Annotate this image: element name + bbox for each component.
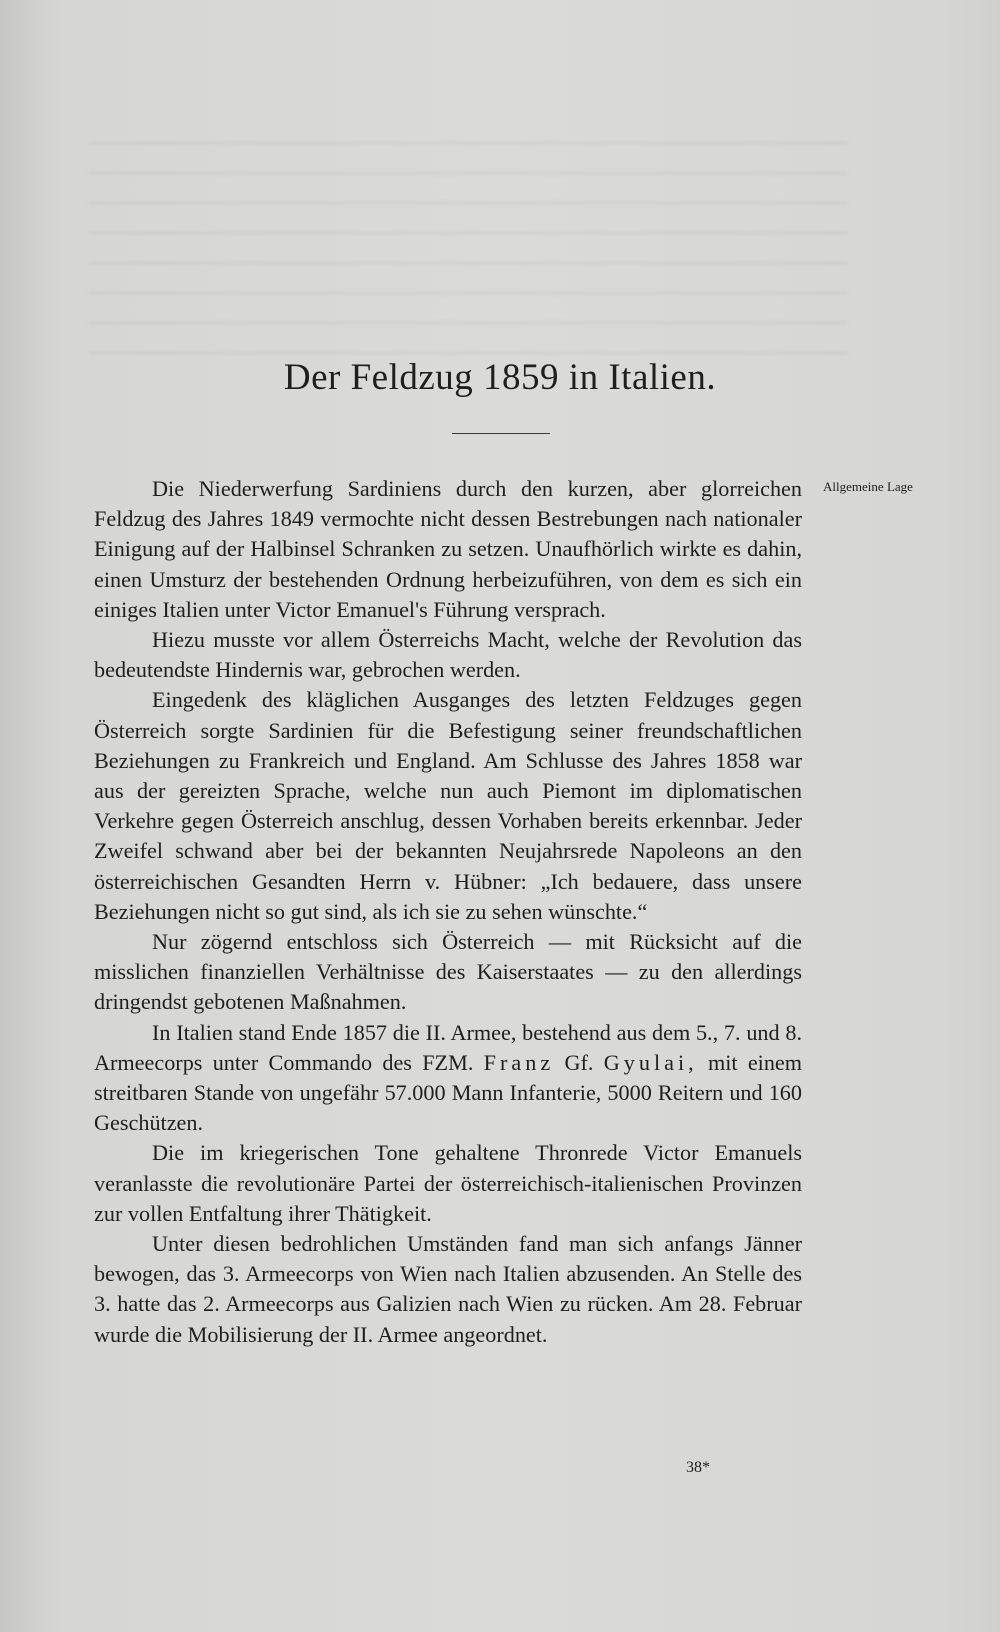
chapter-title: Der Feldzug 1859 in Italien. [283,357,717,398]
person-name-gyulai: Gyulai, [603,1049,698,1075]
person-name-franz: Franz [483,1049,555,1075]
bleed-through-text [88,120,848,360]
paragraph-5-text-a: In Italien stand Ende 1857 die II. Armee, bestehend aus dem 5., 7. und 8. Armeecorps unter Commando des FZM. [94,1019,802,1075]
body-text [94,474,802,1350]
paragraph-2: Hiezu musste vor allem Österreichs Macht, welche der Revolution das bedeutendste Hindernis war, gebrochen werden. [94,627,802,683]
page-number: 38* [686,1459,710,1476]
paragraph-6: Die im kriegerischen Tone gehaltene Thronrede Victor Emanuels veranlasste die revolutionäre Partei der österreichisch-italienischen Provinzen zur vollen Entfaltung ihrer Thätigkeit. [94,1140,802,1226]
title-rule [452,433,550,434]
margin-note: Allgemeine Lage [823,479,913,494]
paragraph-5-text-b: Gf. [564,1049,594,1075]
paragraph-3: Eingedenk des kläglichen Ausganges des letzten Feldzuges gegen Österreich sorgte Sardinien für die Befestigung seiner freundschaftlichen Beziehungen zu Frankreich und England. Am Schlusse des Jahres 1858 war aus der gereizten Sprache, welche nun auch Piemont im diplomatischen Verkehre gegen Österreich anschlug, dessen Vorhaben bereits erkennbar. Jeder Zweifel schwand aber bei der bekannten Neujahrsrede Napoleons an den österreichischen Gesandten Herrn v. Hübner: „Ich bedauere, dass unsere Beziehungen nicht so gut sind, als ich sie zu sehen wünschte.“ [94,687,802,924]
paragraph-5 [94,1018,802,1139]
paragraph-1: Die Niederwerfung Sardiniens durch den kurzen, aber glorreichen Feldzug des Jahres 1849 vermochte nicht dessen Bestrebungen nach nationaler Einigung auf der Halbinsel Schranken zu setzen. Unaufhörlich wirkte es dahin, einen Umsturz der bestehenden Ordnung herbeizuführen, von dem es sich ein einiges Italien unter Victor Emanuel's Führung versprach. [94,476,802,622]
paragraph-5-text-c: mit einem streitbaren Stande von ungefähr 57.000 Mann Infanterie, 5000 Reitern und 160 Geschützen. [94,1049,803,1136]
paragraph-7: Unter diesen bedrohlichen Umständen fand man sich anfangs Jänner bewogen, das 3. Armeecorps von Wien nach Italien abzusenden. An Stelle des 3. hatte das 2. Armeecorps aus Galizien nach Wien zu rücken. Am 28. Februar wurde die Mobilisierung der II. Armee angeordnet. [94,1231,802,1347]
paragraph-4: Nur zögernd entschloss sich Österreich — mit Rücksicht auf die misslichen finanziellen Verhältnisse des Kaiserstaates — zu den allerdings dringendst gebotenen Maßnahmen. [94,929,802,1015]
